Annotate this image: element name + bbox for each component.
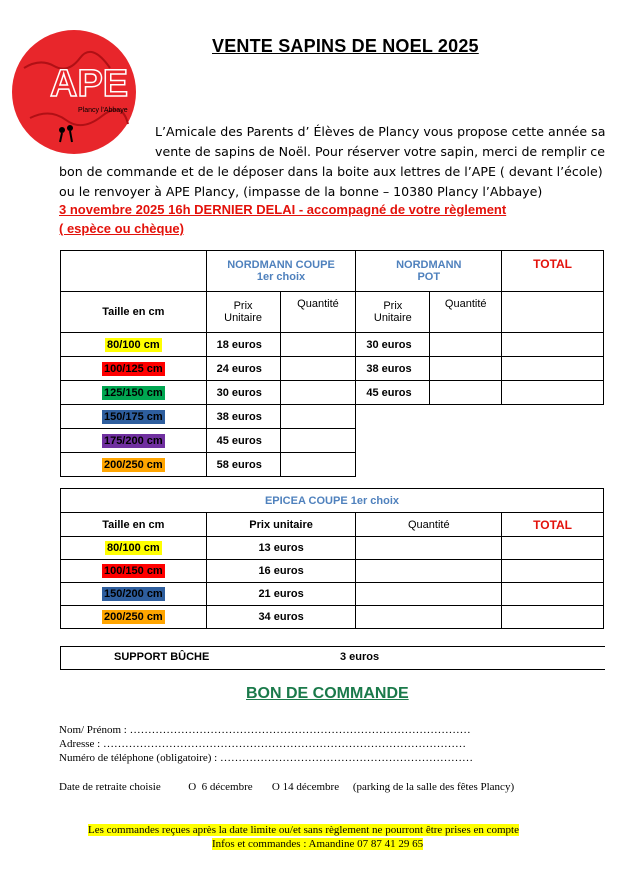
- table-row: [61, 453, 604, 477]
- quantity-cell[interactable]: [430, 381, 502, 405]
- total-cell[interactable]: [502, 537, 604, 560]
- price-cell: 30 euros: [356, 333, 430, 357]
- empty-cell: [502, 292, 604, 333]
- total-cell[interactable]: [502, 606, 604, 629]
- ape-logo: [10, 28, 138, 156]
- intro-text: ou le renvoyer à APE Plancy, (impasse de la bonne – 10380 Plancy l’Abbaye): [59, 184, 543, 199]
- size-label: 100/125 cm: [103, 362, 163, 375]
- quantity-cell[interactable]: [356, 583, 502, 606]
- table-row: [61, 560, 604, 583]
- table-row: [61, 606, 604, 629]
- header-nordmann-pot: [356, 251, 502, 292]
- size-cell: [61, 381, 207, 405]
- header-taille: Taille en cm: [61, 292, 207, 333]
- empty-cell: [356, 405, 430, 429]
- deadline-text: 3 novembre 2025 16h DERNIER DELAI - accompagné de votre règlement: [59, 202, 507, 217]
- header-nordmann-coupe: [206, 251, 356, 292]
- total-cell[interactable]: [502, 583, 604, 606]
- empty-cell: [430, 429, 502, 453]
- support-buche-label: SUPPORT BÛCHE: [114, 651, 210, 663]
- payment-text: ( espèce ou chèque): [59, 221, 184, 236]
- header-sublabel: POT: [417, 271, 441, 283]
- size-cell: [61, 405, 207, 429]
- total-cell[interactable]: [502, 381, 604, 405]
- nordmann-table: [60, 250, 604, 477]
- empty-cell: [430, 453, 502, 477]
- order-form-title: BON DE COMMANDE: [246, 685, 409, 702]
- size-label: 150/200 cm: [104, 588, 163, 600]
- quantity-cell[interactable]: [280, 357, 356, 381]
- size-label: 80/100 cm: [107, 542, 160, 554]
- table-row: [61, 583, 604, 606]
- quantity-cell[interactable]: [280, 429, 356, 453]
- header-taille: Taille en cm: [61, 513, 207, 537]
- intro-text: bon de commande et de le déposer dans la boite aux lettres de l’APE ( devant l’école): [59, 164, 603, 179]
- size-label: 150/175 cm: [103, 410, 163, 423]
- page-title: VENTE SAPINS DE NOEL 2025: [212, 36, 479, 56]
- quantity-cell[interactable]: [430, 357, 502, 381]
- price-cell: 30 euros: [206, 381, 280, 405]
- empty-cell: [356, 429, 430, 453]
- header-sublabel: 1er choix: [256, 271, 306, 283]
- price-cell: 16 euros: [206, 560, 356, 583]
- header-label: NORDMANN: [396, 259, 462, 271]
- total-cell[interactable]: [502, 560, 604, 583]
- price-cell: 34 euros: [206, 606, 356, 629]
- price-cell: 18 euros: [206, 333, 280, 357]
- header-quantite-coupe: Quantité: [280, 292, 356, 333]
- quantity-cell[interactable]: [280, 453, 356, 477]
- intro-text: L’Amicale des Parents d’ Élèves de Plancy vous propose cette année sa: [155, 124, 606, 139]
- header-label: Prix: [233, 300, 253, 312]
- late-order-notice: Les commandes reçues après la date limite ou/et sans règlement ne pourront être prises en compte: [88, 824, 519, 836]
- address-field[interactable]: Adresse : ………………………………………………………………………………………: [59, 738, 466, 750]
- size-cell: [61, 537, 207, 560]
- empty-cell: [502, 429, 604, 453]
- total-cell[interactable]: [502, 357, 604, 381]
- size-label: 100/150 cm: [104, 565, 163, 577]
- price-cell: 21 euros: [206, 583, 356, 606]
- size-cell: [61, 333, 207, 357]
- table-row: [61, 405, 604, 429]
- header-sublabel: Unitaire: [373, 312, 412, 324]
- pickup-date-options[interactable]: Date de retraite choisie O 6 décembre O 14 décembre (parking de la salle des fêtes Plancy): [59, 781, 515, 793]
- price-cell: 13 euros: [206, 537, 356, 560]
- table-row: [61, 333, 604, 357]
- support-buche-price: 3 euros: [340, 651, 380, 663]
- price-cell: 45 euros: [356, 381, 430, 405]
- size-cell: [61, 453, 207, 477]
- empty-cell: [430, 405, 502, 429]
- price-cell: 24 euros: [206, 357, 280, 381]
- quantity-cell[interactable]: [430, 333, 502, 357]
- empty-cell: [356, 453, 430, 477]
- quantity-cell[interactable]: [280, 333, 356, 357]
- svg-text:Plancy l'Abbaye: Plancy l'Abbaye: [78, 107, 128, 114]
- header-prix-coupe: [206, 292, 280, 333]
- size-cell: [61, 357, 207, 381]
- header-total: TOTAL: [502, 251, 604, 292]
- price-cell: 58 euros: [206, 453, 280, 477]
- quantity-cell[interactable]: [356, 560, 502, 583]
- size-cell: [61, 606, 207, 629]
- quantity-cell[interactable]: [356, 606, 502, 629]
- size-cell: [61, 583, 207, 606]
- size-label: 200/250 cm: [104, 611, 163, 623]
- header-quantite-pot: Quantité: [430, 292, 502, 333]
- size-label: 200/250 cm: [103, 458, 163, 471]
- empty-cell: [61, 251, 207, 292]
- table-row: [61, 357, 604, 381]
- contact-info: Infos et commandes : Amandine 07 87 41 29 65: [212, 838, 424, 850]
- empty-cell: [502, 453, 604, 477]
- phone-field[interactable]: Numéro de téléphone (obligatoire) : ……………………………………………………………: [59, 752, 473, 764]
- header-prix-pot: [356, 292, 430, 333]
- size-cell: [61, 429, 207, 453]
- epicea-table: [60, 488, 604, 629]
- header-quantite: Quantité: [356, 513, 502, 537]
- epicea-title: EPICEA COUPE 1er choix: [61, 489, 604, 513]
- table-row: [61, 429, 604, 453]
- svg-text:APE: APE: [50, 63, 129, 105]
- quantity-cell[interactable]: [280, 381, 356, 405]
- empty-cell: [502, 405, 604, 429]
- header-label: NORDMANN COUPE: [227, 259, 335, 271]
- table-row: [61, 381, 604, 405]
- header-prix: Prix unitaire: [206, 513, 356, 537]
- price-cell: 45 euros: [206, 429, 280, 453]
- header-total: TOTAL: [502, 513, 604, 537]
- size-label: 175/200 cm: [103, 434, 163, 447]
- quantity-cell[interactable]: [356, 537, 502, 560]
- price-cell: 38 euros: [356, 357, 430, 381]
- total-cell[interactable]: [502, 333, 604, 357]
- size-cell: [61, 560, 207, 583]
- header-sublabel: Unitaire: [224, 312, 263, 324]
- table-row: [61, 537, 604, 560]
- size-label: 80/100 cm: [107, 338, 160, 351]
- quantity-cell[interactable]: [280, 405, 356, 429]
- intro-text: vente de sapins de Noël. Pour réserver votre sapin, merci de remplir ce: [155, 144, 605, 159]
- name-field[interactable]: Nom/ Prénom : …………………………………………………………………………………: [59, 724, 471, 736]
- size-label: 125/150 cm: [103, 386, 163, 399]
- price-cell: 38 euros: [206, 405, 280, 429]
- header-label: Prix: [383, 300, 403, 312]
